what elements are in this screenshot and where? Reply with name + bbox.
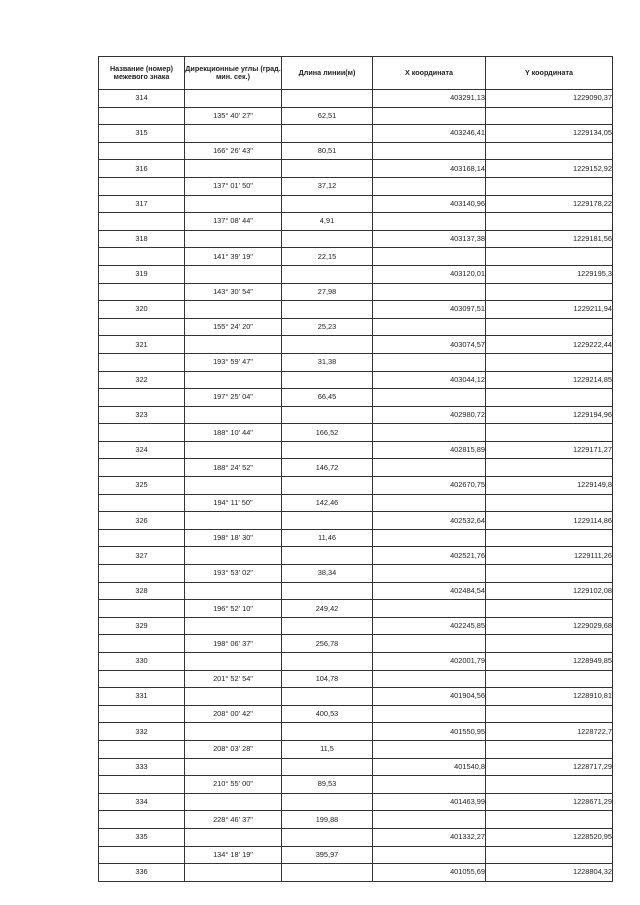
segment-row <box>99 705 613 723</box>
empty-cell <box>185 758 282 776</box>
point-row <box>99 125 613 143</box>
x-coordinate-cell: 403291,13 <box>373 90 486 108</box>
point-name-cell: 327 <box>99 547 185 565</box>
empty-cell <box>373 846 486 864</box>
empty-cell <box>185 371 282 389</box>
empty-cell <box>282 265 373 283</box>
line-length-cell: 4,91 <box>282 213 373 231</box>
line-length-cell: 62,51 <box>282 107 373 125</box>
y-coordinate-cell: 1229149,8 <box>486 477 613 495</box>
y-coordinate-cell: 1229181,56 <box>486 230 613 248</box>
empty-cell <box>282 195 373 213</box>
segment-row <box>99 389 613 407</box>
empty-cell <box>486 213 613 231</box>
point-name-cell: 329 <box>99 617 185 635</box>
empty-cell <box>99 600 185 618</box>
segment-row <box>99 353 613 371</box>
empty-cell <box>99 424 185 442</box>
point-row <box>99 301 613 319</box>
empty-cell <box>99 107 185 125</box>
y-coordinate-cell: 1229134,05 <box>486 125 613 143</box>
point-row <box>99 653 613 671</box>
header-x-coordinate: X координата <box>373 57 486 90</box>
empty-cell <box>373 177 486 195</box>
point-name-cell: 320 <box>99 301 185 319</box>
point-name-cell: 330 <box>99 653 185 671</box>
segment-row <box>99 846 613 864</box>
empty-cell <box>99 811 185 829</box>
empty-cell <box>373 670 486 688</box>
empty-cell <box>185 406 282 424</box>
point-name-cell: 336 <box>99 864 185 882</box>
empty-cell <box>373 811 486 829</box>
empty-cell <box>486 776 613 794</box>
point-row <box>99 371 613 389</box>
empty-cell <box>185 441 282 459</box>
point-name-cell: 318 <box>99 230 185 248</box>
empty-cell <box>373 600 486 618</box>
direction-angle-cell: 155° 24' 20" <box>185 318 282 336</box>
empty-cell <box>185 617 282 635</box>
empty-cell <box>99 177 185 195</box>
direction-angle-cell: 197° 25' 04" <box>185 389 282 407</box>
point-row <box>99 90 613 108</box>
x-coordinate-cell: 402980,72 <box>373 406 486 424</box>
point-row <box>99 512 613 530</box>
direction-angle-cell: 198° 18' 30" <box>185 529 282 547</box>
y-coordinate-cell: 1229195,3 <box>486 265 613 283</box>
empty-cell <box>373 635 486 653</box>
line-length-cell: 249,42 <box>282 600 373 618</box>
x-coordinate-cell: 402245,85 <box>373 617 486 635</box>
empty-cell <box>486 494 613 512</box>
point-name-cell: 333 <box>99 758 185 776</box>
direction-angle-cell: 188° 10' 44" <box>185 424 282 442</box>
empty-cell <box>282 90 373 108</box>
point-row <box>99 547 613 565</box>
empty-cell <box>185 688 282 706</box>
segment-row <box>99 811 613 829</box>
empty-cell <box>486 811 613 829</box>
direction-angle-cell: 198° 06' 37" <box>185 635 282 653</box>
line-length-cell: 11,46 <box>282 529 373 547</box>
empty-cell <box>282 301 373 319</box>
segment-row <box>99 142 613 160</box>
empty-cell <box>282 477 373 495</box>
empty-cell <box>486 705 613 723</box>
direction-angle-cell: 228° 46' 37" <box>185 811 282 829</box>
line-length-cell: 38,34 <box>282 565 373 583</box>
empty-cell <box>282 512 373 530</box>
segment-row <box>99 565 613 583</box>
empty-cell <box>486 740 613 758</box>
y-coordinate-cell: 1229111,26 <box>486 547 613 565</box>
empty-cell <box>185 723 282 741</box>
segment-row <box>99 424 613 442</box>
point-name-cell: 326 <box>99 512 185 530</box>
line-length-cell: 89,53 <box>282 776 373 794</box>
x-coordinate-cell: 403246,41 <box>373 125 486 143</box>
point-row <box>99 582 613 600</box>
empty-cell <box>486 565 613 583</box>
empty-cell <box>185 864 282 882</box>
empty-cell <box>185 195 282 213</box>
empty-cell <box>282 723 373 741</box>
empty-cell <box>282 160 373 178</box>
y-coordinate-cell: 1228671,29 <box>486 793 613 811</box>
direction-angle-cell: 193° 59' 47" <box>185 353 282 371</box>
point-row <box>99 230 613 248</box>
empty-cell <box>373 776 486 794</box>
x-coordinate-cell: 401463,99 <box>373 793 486 811</box>
y-coordinate-cell: 1229102,08 <box>486 582 613 600</box>
empty-cell <box>282 230 373 248</box>
empty-cell <box>282 688 373 706</box>
empty-cell <box>99 283 185 301</box>
empty-cell <box>373 213 486 231</box>
point-row <box>99 723 613 741</box>
empty-cell <box>373 318 486 336</box>
point-name-cell: 334 <box>99 793 185 811</box>
empty-cell <box>282 125 373 143</box>
empty-cell <box>99 635 185 653</box>
empty-cell <box>99 494 185 512</box>
x-coordinate-cell: 403137,38 <box>373 230 486 248</box>
segment-row <box>99 177 613 195</box>
y-coordinate-cell: 1228949,85 <box>486 653 613 671</box>
empty-cell <box>185 793 282 811</box>
empty-cell <box>486 529 613 547</box>
empty-cell <box>373 107 486 125</box>
direction-angle-cell: 193° 53' 02" <box>185 565 282 583</box>
x-coordinate-cell: 402670,75 <box>373 477 486 495</box>
segment-row <box>99 635 613 653</box>
empty-cell <box>282 653 373 671</box>
empty-cell <box>185 160 282 178</box>
point-name-cell: 332 <box>99 723 185 741</box>
empty-cell <box>185 336 282 354</box>
empty-cell <box>373 283 486 301</box>
direction-angle-cell: 196° 52' 10" <box>185 600 282 618</box>
point-name-cell: 335 <box>99 828 185 846</box>
empty-cell <box>486 142 613 160</box>
point-row <box>99 828 613 846</box>
line-length-cell: 31,38 <box>282 353 373 371</box>
y-coordinate-cell: 1229178,22 <box>486 195 613 213</box>
y-coordinate-cell: 1229029,68 <box>486 617 613 635</box>
empty-cell <box>373 389 486 407</box>
empty-cell <box>99 459 185 477</box>
empty-cell <box>185 512 282 530</box>
y-coordinate-cell: 1229114,86 <box>486 512 613 530</box>
empty-cell <box>99 705 185 723</box>
point-name-cell: 324 <box>99 441 185 459</box>
point-row <box>99 406 613 424</box>
y-coordinate-cell: 1228520,95 <box>486 828 613 846</box>
point-row <box>99 477 613 495</box>
direction-angle-cell: 210° 55' 00" <box>185 776 282 794</box>
segment-row <box>99 600 613 618</box>
x-coordinate-cell: 403097,51 <box>373 301 486 319</box>
line-length-cell: 80,51 <box>282 142 373 160</box>
empty-cell <box>282 864 373 882</box>
point-row <box>99 864 613 882</box>
empty-cell <box>486 353 613 371</box>
empty-cell <box>99 529 185 547</box>
y-coordinate-cell: 1228804,32 <box>486 864 613 882</box>
y-coordinate-cell: 1229090,37 <box>486 90 613 108</box>
direction-angle-cell: 141° 39' 19" <box>185 248 282 266</box>
empty-cell <box>185 125 282 143</box>
empty-cell <box>282 547 373 565</box>
empty-cell <box>486 107 613 125</box>
empty-cell <box>99 142 185 160</box>
point-row <box>99 441 613 459</box>
header-point-name: Название (номер) межевого знака <box>99 57 185 90</box>
point-row <box>99 195 613 213</box>
x-coordinate-cell: 403044,12 <box>373 371 486 389</box>
point-row <box>99 160 613 178</box>
x-coordinate-cell: 402521,76 <box>373 547 486 565</box>
line-length-cell: 146,72 <box>282 459 373 477</box>
empty-cell <box>99 213 185 231</box>
segment-row <box>99 740 613 758</box>
empty-cell <box>185 547 282 565</box>
point-name-cell: 314 <box>99 90 185 108</box>
point-name-cell: 322 <box>99 371 185 389</box>
empty-cell <box>185 477 282 495</box>
x-coordinate-cell: 403074,57 <box>373 336 486 354</box>
x-coordinate-cell: 403168,14 <box>373 160 486 178</box>
x-coordinate-cell: 402001,79 <box>373 653 486 671</box>
empty-cell <box>282 406 373 424</box>
x-coordinate-cell: 401904,56 <box>373 688 486 706</box>
segment-row <box>99 776 613 794</box>
empty-cell <box>373 459 486 477</box>
empty-cell <box>373 705 486 723</box>
direction-angle-cell: 208° 03' 28" <box>185 740 282 758</box>
empty-cell <box>486 670 613 688</box>
point-row <box>99 336 613 354</box>
empty-cell <box>99 318 185 336</box>
segment-row <box>99 494 613 512</box>
y-coordinate-cell: 1228722,7 <box>486 723 613 741</box>
x-coordinate-cell: 401550,95 <box>373 723 486 741</box>
empty-cell <box>99 740 185 758</box>
x-coordinate-cell: 401055,69 <box>373 864 486 882</box>
point-name-cell: 323 <box>99 406 185 424</box>
line-length-cell: 199,88 <box>282 811 373 829</box>
point-row <box>99 688 613 706</box>
line-length-cell: 395,97 <box>282 846 373 864</box>
empty-cell <box>373 248 486 266</box>
empty-cell <box>185 653 282 671</box>
empty-cell <box>99 389 185 407</box>
empty-cell <box>185 265 282 283</box>
y-coordinate-cell: 1229214,85 <box>486 371 613 389</box>
y-coordinate-cell: 1229194,96 <box>486 406 613 424</box>
point-name-cell: 328 <box>99 582 185 600</box>
empty-cell <box>373 740 486 758</box>
header-direction-angles: Дирекционные углы (град. мин. сек.) <box>185 57 282 90</box>
coordinates-table <box>98 56 613 882</box>
line-length-cell: 37,12 <box>282 177 373 195</box>
direction-angle-cell: 143° 30' 54" <box>185 283 282 301</box>
direction-angle-cell: 137° 08' 44" <box>185 213 282 231</box>
line-length-cell: 400,53 <box>282 705 373 723</box>
segment-row <box>99 318 613 336</box>
point-name-cell: 325 <box>99 477 185 495</box>
empty-cell <box>185 230 282 248</box>
y-coordinate-cell: 1229222,44 <box>486 336 613 354</box>
empty-cell <box>373 565 486 583</box>
direction-angle-cell: 194° 11' 50" <box>185 494 282 512</box>
line-length-cell: 66,45 <box>282 389 373 407</box>
empty-cell <box>282 371 373 389</box>
y-coordinate-cell: 1228910,81 <box>486 688 613 706</box>
empty-cell <box>486 846 613 864</box>
direction-angle-cell: 135° 40' 27" <box>185 107 282 125</box>
x-coordinate-cell: 403140,96 <box>373 195 486 213</box>
empty-cell <box>373 353 486 371</box>
segment-row <box>99 107 613 125</box>
empty-cell <box>486 635 613 653</box>
empty-cell <box>373 142 486 160</box>
point-name-cell: 316 <box>99 160 185 178</box>
direction-angle-cell: 137° 01' 50" <box>185 177 282 195</box>
header-line-length: Длина линии(м) <box>282 57 373 90</box>
empty-cell <box>185 301 282 319</box>
y-coordinate-cell: 1229152,92 <box>486 160 613 178</box>
table-header-row <box>99 57 613 90</box>
y-coordinate-cell: 1228717,29 <box>486 758 613 776</box>
x-coordinate-cell: 401540,8 <box>373 758 486 776</box>
empty-cell <box>185 90 282 108</box>
point-name-cell: 321 <box>99 336 185 354</box>
empty-cell <box>99 248 185 266</box>
point-name-cell: 319 <box>99 265 185 283</box>
segment-row <box>99 670 613 688</box>
empty-cell <box>486 389 613 407</box>
x-coordinate-cell: 402815,89 <box>373 441 486 459</box>
table-body <box>99 90 613 882</box>
line-length-cell: 166,52 <box>282 424 373 442</box>
empty-cell <box>99 670 185 688</box>
segment-row <box>99 529 613 547</box>
direction-angle-cell: 166° 26' 43" <box>185 142 282 160</box>
direction-angle-cell: 201° 52' 54" <box>185 670 282 688</box>
empty-cell <box>99 846 185 864</box>
empty-cell <box>486 177 613 195</box>
point-row <box>99 758 613 776</box>
point-name-cell: 317 <box>99 195 185 213</box>
point-name-cell: 315 <box>99 125 185 143</box>
empty-cell <box>282 441 373 459</box>
empty-cell <box>282 793 373 811</box>
empty-cell <box>373 424 486 442</box>
line-length-cell: 11,5 <box>282 740 373 758</box>
x-coordinate-cell: 403120,01 <box>373 265 486 283</box>
line-length-cell: 27,98 <box>282 283 373 301</box>
empty-cell <box>486 600 613 618</box>
y-coordinate-cell: 1229211,94 <box>486 301 613 319</box>
y-coordinate-cell: 1229171,27 <box>486 441 613 459</box>
empty-cell <box>185 828 282 846</box>
x-coordinate-cell: 401332,27 <box>373 828 486 846</box>
segment-row <box>99 459 613 477</box>
empty-cell <box>282 582 373 600</box>
empty-cell <box>373 494 486 512</box>
point-row <box>99 793 613 811</box>
empty-cell <box>486 424 613 442</box>
segment-row <box>99 213 613 231</box>
empty-cell <box>486 248 613 266</box>
point-row <box>99 617 613 635</box>
direction-angle-cell: 208° 00' 42" <box>185 705 282 723</box>
line-length-cell: 25,23 <box>282 318 373 336</box>
direction-angle-cell: 188° 24' 52" <box>185 459 282 477</box>
x-coordinate-cell: 402532,64 <box>373 512 486 530</box>
empty-cell <box>486 283 613 301</box>
empty-cell <box>99 776 185 794</box>
point-name-cell: 331 <box>99 688 185 706</box>
header-y-coordinate: Y координата <box>486 57 613 90</box>
empty-cell <box>185 582 282 600</box>
empty-cell <box>282 617 373 635</box>
line-length-cell: 22,15 <box>282 248 373 266</box>
empty-cell <box>486 459 613 477</box>
line-length-cell: 256,78 <box>282 635 373 653</box>
x-coordinate-cell: 402484,54 <box>373 582 486 600</box>
segment-row <box>99 283 613 301</box>
empty-cell <box>282 336 373 354</box>
direction-angle-cell: 134° 18' 19" <box>185 846 282 864</box>
empty-cell <box>282 828 373 846</box>
empty-cell <box>99 565 185 583</box>
empty-cell <box>373 529 486 547</box>
empty-cell <box>486 318 613 336</box>
empty-cell <box>99 353 185 371</box>
point-row <box>99 265 613 283</box>
line-length-cell: 142,46 <box>282 494 373 512</box>
segment-row <box>99 248 613 266</box>
line-length-cell: 104,78 <box>282 670 373 688</box>
empty-cell <box>282 758 373 776</box>
